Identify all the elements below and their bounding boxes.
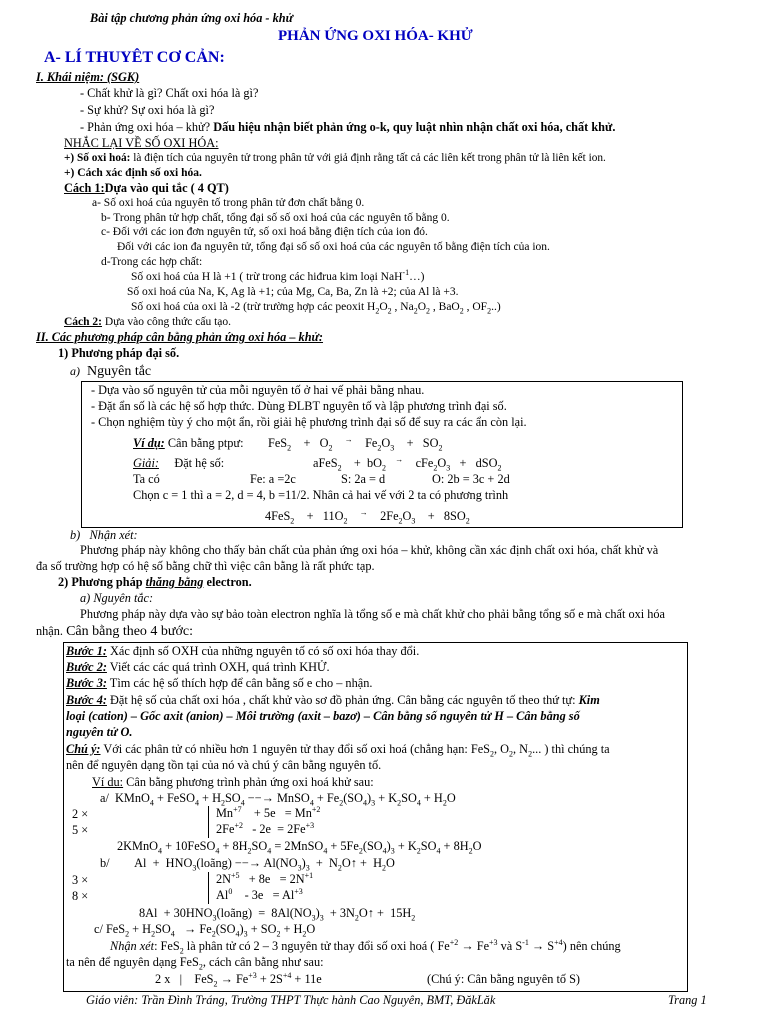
bracket-a — [208, 806, 209, 838]
oxidation-number-definition: +) Số oxi hoá: là điện tích của nguyên tử trong phân tử với giả định rằng tất cả các liên kết trong phân tử là liên kết ion. — [64, 152, 606, 164]
question-1: - Chất khử là gì? Chất oxi hóa là gì? — [80, 86, 259, 100]
rule-b: b- Trong phân tử hợp chất, tổng đại số số oxi hoá của các nguyên tố bằng 0. — [101, 212, 450, 224]
coef-3: 3 × — [72, 873, 89, 887]
rule-d-1: Số oxi hoá của H là +1 ( trừ trong các hiđrua kim loại NaH$^{-1}$…) — [131, 268, 425, 283]
section-2-heading: II. Các phương pháp cân bằng phản ứng oxi hóa – khử: — [36, 330, 324, 344]
step-2: Bước 2: Viết các các quá trình OXH, quá trình KHỬ. — [66, 660, 330, 674]
step-4-line-3: nguyên tử O. — [66, 725, 133, 739]
note-sulfur: (Chú ý: Cân bằng nguyên tố S) — [427, 972, 581, 986]
step-4-line-2: loại (cation) – Gốc axit (anion) – Môi trường (axit – bazơ) – Cân bằng số nguyên tử H – Cân bằng số — [66, 709, 580, 723]
rule-d-3: Số oxi hoá của oxi là -2 (trừ trường hợp các peoxit $H_2O_2$ , $Na_2O_2$ , BaO$_2$ , $OF_2$..) — [131, 301, 501, 316]
remark-3: Nhận xét: FeS$_2$ là phân tử có 2 – 3 nguyên tử thay đổi số oxi hoá ( $Fe^{+2} \to Fe^{+3}$ và $S^{-1} \to S^{+4}$) nên chúng — [110, 937, 621, 956]
electron-principle-line-2: nhận. Cân bằng theo 4 bước: — [36, 624, 194, 639]
example-a-equation: a/ KMnO$_4$ + FeSO$_4$ + $H_2SO_4$ −−→ MnSO$_4$ + $Fe_2(SO_4)_3 + K_2SO_4 + H_2O$ — [100, 791, 456, 808]
example-2-label: Ví du: Cân bằng phương trình phản ứng oxi hoá khử sau: — [92, 775, 374, 789]
remark-line-1: Phương pháp này không cho thấy bản chất của phản ứng oxi hóa – khử, không cần xác định chất oxi hóa, chất khử và — [80, 543, 659, 557]
question-3: - Phản ứng oxi hóa – khử? Dấu hiệu nhận biết phản ứng o-k, quy luật nhìn nhận chất oxi hóa, chất khử. — [80, 120, 616, 134]
example-1-label: Ví dụ: Cân bằng ptpư: — [133, 436, 244, 450]
remark-line-2: đa số trường hợp có hệ số bằng chữ thì việc cân bằng là rất phức tạp. — [36, 559, 375, 573]
equation-fe: Fe: a =2c — [250, 472, 296, 486]
half-reaction-fe: $2Fe^{+2} - 2e = 2Fe^{+3}$ — [216, 820, 315, 836]
solution-equation: aFeS$_2$ + $bO_2$ → $cFe_2O_3 + dSO_2$ — [313, 454, 502, 473]
section-a-heading: A- LÍ THUYÊT CƠ CẢN: — [44, 49, 225, 66]
coef-5: 5 × — [72, 823, 89, 837]
method-heading: +) Cách xác định số oxi hóa. — [64, 167, 202, 179]
half-reaction-n: $2N^{+5} + 8e = 2N^{+1}$ — [216, 870, 314, 886]
equation-system: Ta có — [133, 472, 160, 486]
choose-solution: Chọn c = 1 thì a = 2, d = 4, b =11/2. Nhân cả hai vế với 2 ta có phương trình — [133, 488, 509, 502]
equation-s: S: 2a = d — [341, 472, 386, 486]
bracket-b — [208, 872, 209, 904]
example-b-equation: b/ $Al + HNO_3(loãng)$ −−→ $Al(NO_3)_3$ + $N_2O↑ + H_2O$ — [100, 856, 395, 873]
question-2: - Sự khử? Sự oxi hóa là gì? — [80, 103, 215, 117]
section-1-heading: I. Khái niệm: (SGK) — [36, 70, 140, 84]
principle-heading: a) Nguyên tắc — [70, 364, 152, 379]
half-reaction-mn: $Mn^{+7}$ + $5e = Mn^{+2}$ — [216, 804, 321, 820]
rule-c-2: Đối với các ion đa nguyên tử, tổng đại số số oxi hoá của các nguyên tố bằng điện tích của ion. — [117, 241, 550, 253]
half-reaction-al: Al$^0$ - $3e = Al^{+3}$ — [216, 886, 303, 902]
method-2: Cách 2: Dựa vào công thức cấu tạo. — [64, 316, 232, 328]
solution-label: Giải: Đặt hệ số: — [133, 456, 225, 470]
footer-teacher: Giáo viên: Trần Đình Tráng, Trường THPT Thực hành Cao Nguyên, BMT, ĐăkLăk — [86, 993, 496, 1007]
example-c-equation: c/ $FeS_2 + H_2SO_4 \to Fe_2(SO_4)_3 + SO_2 + H_2O$ — [94, 922, 316, 939]
electron-method-heading: 2) Phương pháp thăng bằng electron. — [58, 575, 252, 589]
fes2-half-reaction: 2 x | $FeS_2 \to Fe^{+3} + 2S^{+4} + 11e$ — [155, 970, 322, 989]
rule-d-2: Số oxi hoá của Na, K, Ag là +1; của Mg, Ca, Ba, Zn là +2; của Al là +3. — [127, 286, 459, 298]
electron-principle-line-1: Phương pháp này dựa vào sự bảo toàn electron nghĩa là tổng số e mà chất khử cho phải bằng tổng số e mà chất oxi hóa — [80, 607, 666, 621]
doc-subtitle: Bài tập chương phản ứng oxi hóa - khử — [90, 11, 293, 25]
remark-heading: b) Nhận xét: — [70, 528, 138, 542]
review-heading: NHẮC LẠI VỀ SỐ OXI HÓA: — [64, 136, 219, 150]
remark-3-line-2: ta nên để nguyên dạng FeS$_2$, cách cân bằng như sau: — [66, 955, 324, 972]
step-3: Bước 3: Tìm các hệ số thích hợp để cân bằng số e cho – nhận. — [66, 676, 373, 690]
step-1: Bước 1: Xác định số OXH của những nguyên tố có số oxi hóa thay đổi. — [66, 644, 420, 658]
method-1: Cách 1:Dựa vào qui tắc ( 4 QT) — [64, 181, 229, 195]
note-1-line-2: nên để nguyên dạng tồn tại của nó và chú ý cân bằng nguyên tố. — [66, 758, 382, 772]
coef-2: 2 × — [72, 807, 89, 821]
page-title: PHẢN ỨNG OXI HÓA- KHỬ — [278, 28, 473, 44]
principle-line-3: - Chọn nghiệm tùy ý cho một ẩn, rồi giải hệ phương trình đại số để suy ra các ẩn còn lại. — [91, 415, 527, 429]
balanced-equation-a: 2KMnO$_4$ + 10FeSO$_4$ + $8H_2SO_4$ = 2MnSO$_4$ + $5Fe_2(SO_4)_3 + K_2SO_4 + 8H_2O$ — [117, 839, 482, 856]
principle-line-2: - Đặt ẩn số là các hệ số hợp thức. Dùng ĐLBT nguyên tố và lập phương trình đại số. — [91, 399, 507, 413]
note-1: Chú ý: Với các phân tử có nhiều hơn 1 nguyên tử thay đổi số oxi hoá (chẳng hạn: FeS$_2$, $O_2$, $N_2$... ) thì chúng ta — [66, 742, 610, 759]
balanced-equation-b: $8Al + 30HNO_3(loãng) = 8Al(NO_3)_3$ + $3N_2O↑ + 15H_2$ — [139, 906, 416, 923]
equation-o: O: 2b = 3c + 2d — [432, 472, 510, 486]
electron-principle-heading: a) Nguyên tắc: — [80, 591, 154, 605]
rule-a: a- Số oxi hoá của nguyên tố trong phân tử đơn chất bằng 0. — [92, 197, 365, 209]
principle-line-1: - Dựa vào số nguyên tử của mỗi nguyên tố ở hai vế phải bằng nhau. — [91, 383, 425, 397]
step-4: Bước 4: Đặt hệ số của chất oxi hóa , chất khử vào sơ đồ phản ứng. Cân bằng các nguyên tố theo thứ tự: Kim — [66, 693, 600, 707]
algebraic-method-heading: 1) Phương pháp đại số. — [58, 346, 180, 360]
balanced-equation-1: 4FeS$_2$ + $11O_2$ → $2Fe_2O_3$ + $8SO_2$ — [265, 507, 470, 526]
coef-8: 8 × — [72, 889, 89, 903]
page-number: Trang 1 — [668, 993, 707, 1007]
rule-c: c- Đối với các ion đơn nguyên tử, số oxi hoá bằng điện tích của ion đó. — [101, 226, 428, 238]
rule-d: d-Trong các hợp chất: — [101, 256, 203, 268]
example-1-equation: FeS$_2$ + $O_2$ → $Fe_2O_3$ + $SO_2$ — [268, 434, 443, 453]
